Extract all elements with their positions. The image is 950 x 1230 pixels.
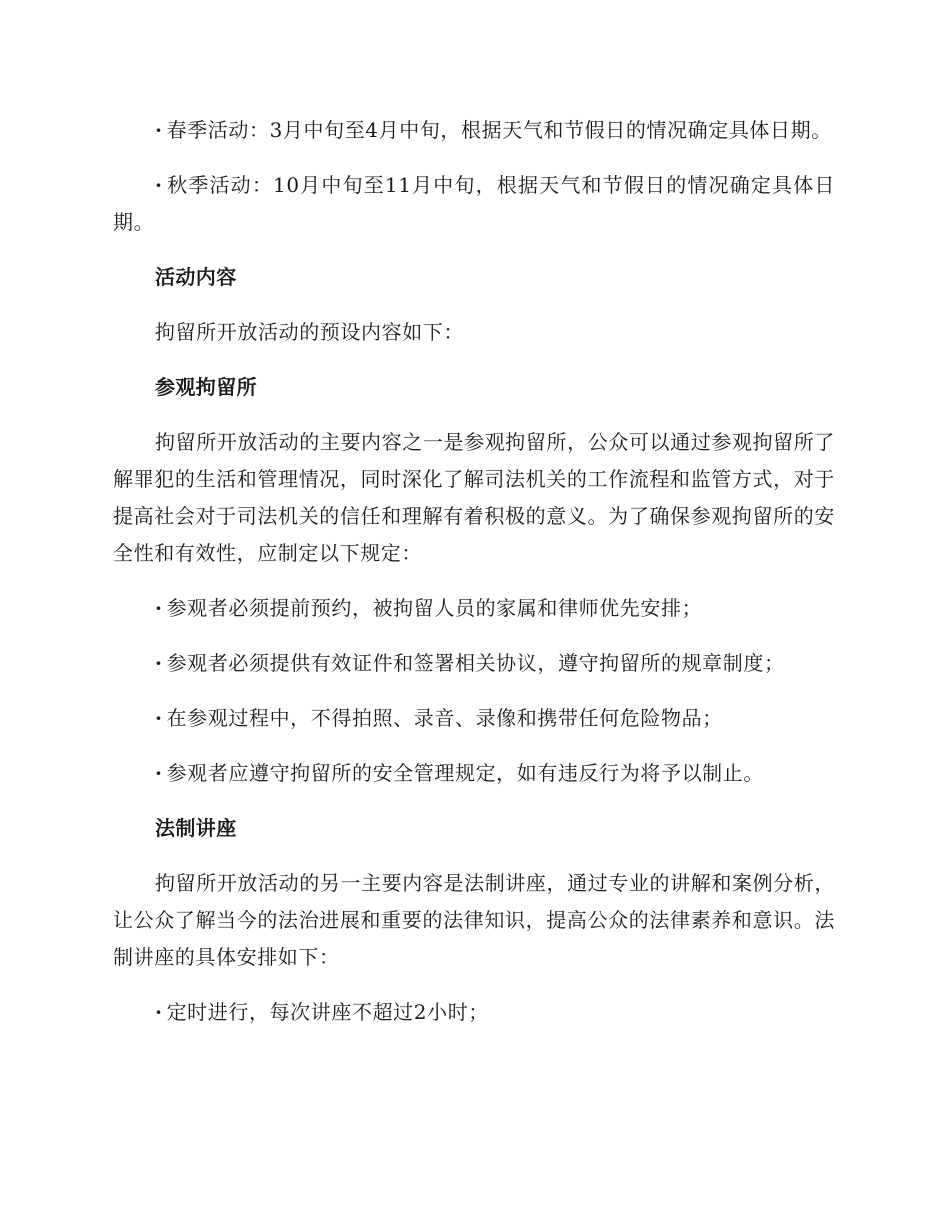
visit-rule: · 在参观过程中，不得拍照、录音、录像和携带任何危险物品； [113, 700, 835, 737]
visit-rule: · 参观者应遵守拘留所的安全管理规定，如有违反行为将予以制止。 [113, 755, 835, 792]
visit-paragraph: 拘留所开放活动的主要内容之一是参观拘留所，公众可以通过参观拘留所了解罪犯的生活和管理情况，同时深化了解司法机关的工作流程和监管方式，对于提高社会对于司法机关的信任和理解有着积极的意义。为了确保参观拘留所的安全性和有效性，应制定以下规定： [113, 430, 835, 565]
schedule-autumn: · 秋季活动：10月中旬至11月中旬，根据天气和节假日的情况确定具体日期。 [113, 167, 835, 241]
visit-rule: · 参观者必须提前预约，被拘留人员的家属和律师优先安排； [113, 590, 835, 627]
lecture-rule: · 定时进行，每次讲座不超过2小时； [113, 994, 835, 1031]
visit-heading: 参观拘留所 [155, 375, 257, 399]
lecture-heading: 法制讲座 [155, 816, 237, 840]
content-heading: 活动内容 [155, 265, 237, 289]
visit-rule: · 参观者必须提供有效证件和签署相关协议，遵守拘留所的规章制度； [113, 645, 835, 682]
lecture-paragraph: 拘留所开放活动的另一主要内容是法制讲座，通过专业的讲解和案例分析，让公众了解当今的法治进展和重要的法律知识，提高公众的法律素养和意识。法制讲座的具体安排如下： [113, 871, 835, 969]
schedule-spring: · 春季活动：3月中旬至4月中旬，根据天气和节假日的情况确定具体日期。 [113, 112, 835, 149]
content-intro: 拘留所开放活动的预设内容如下： [155, 320, 464, 344]
document-body [113, 112, 835, 1031]
